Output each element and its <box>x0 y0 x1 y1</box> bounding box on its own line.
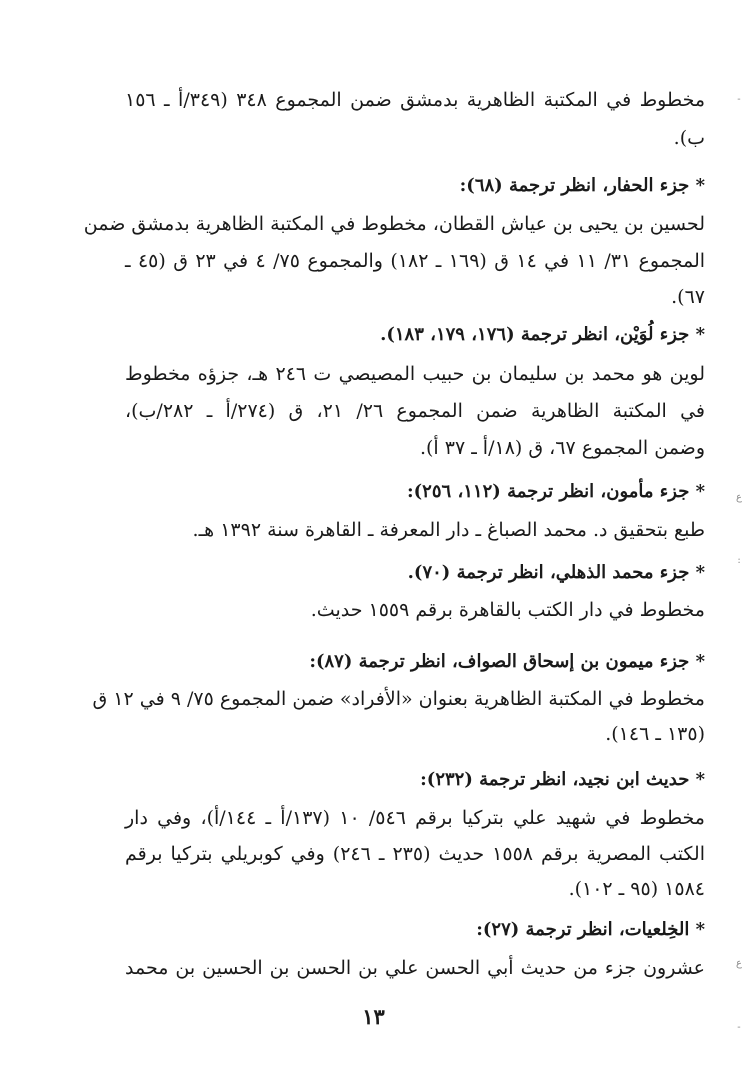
body-line-8: لوين هو محمد بن سليمان بن حبيب المصيصي ت ٢٤٦ هـ، جزؤه مخطوط <box>125 363 705 385</box>
body-line-20: الكتب المصرية برقم ١٥٥٨ حديث (٢٣٥ ـ ٢٤٦) وفي كوبريلي بتركيا برقم <box>125 843 705 865</box>
body-line-9: في المكتبة الظاهرية ضمن المجموع ٢٦/ ٢١، ق (٢٧٤/أ ـ ٢٨٢/ب)، <box>125 400 705 422</box>
body-line-2: ب). <box>673 127 705 149</box>
entry-heading-luwayn: * جزء لُوَيْن، انظر ترجمة (١٧٦، ١٧٩، ١٨٣). <box>380 324 705 345</box>
entry-heading-mamun: * جزء مأمون، انظر ترجمة (١١٢، ٢٥٦): <box>407 481 705 502</box>
body-line-5: المجموع ٣١/ ١١ في ١٤ ق (١٦٩ ـ ١٨٢) والمجموع ٧٥/ ٤ في ٢٣ ق (٤٥ ـ <box>125 250 706 272</box>
body-line-4: لحسين بن يحيى بن عياش القطان، مخطوط في المكتبة الظاهرية بدمشق ضمن <box>83 213 705 235</box>
body-line-14: مخطوط في دار الكتب بالقاهرة برقم ١٥٥٩ حديث. <box>310 599 705 621</box>
margin-mark-1: - <box>737 94 741 105</box>
body-line-21: ١٥٨٤ (٩٥ ـ ١٠٢). <box>568 878 705 900</box>
margin-mark-3: : <box>737 555 741 566</box>
entry-heading-dhuhli: * جزء محمد الذهلي، انظر ترجمة (٧٠). <box>407 562 705 583</box>
body-line-23: عشرون جزء من حديث أبي الحسن علي بن الحسن بن الحسين بن محمد <box>125 957 705 979</box>
entry-heading-ibn-nujayd: * حديث ابن نجيد، انظر ترجمة (٢٣٢): <box>420 769 705 790</box>
body-line-1: مخطوط في المكتبة الظاهرية بدمشق ضمن المجموع ٣٤٨ (٣٤٩/أ ـ ١٥٦ <box>125 89 706 111</box>
page-number: ١٣ <box>362 1004 385 1029</box>
entry-heading-khilaiyat: * الخِلعيات، انظر ترجمة (٢٧): <box>476 919 705 940</box>
margin-mark-4: ع <box>736 958 742 969</box>
entry-heading-hafar: * جزء الحفار، انظر ترجمة (٦٨): <box>459 175 705 196</box>
margin-mark-5: - <box>737 1022 741 1033</box>
body-line-10: وضمن المجموع ٦٧، ق (١٨/أ ـ ٣٧ أ). <box>419 437 705 459</box>
body-line-17: (١٣٥ ـ ١٤٦). <box>605 723 705 745</box>
entry-heading-maymun: * جزء ميمون بن إسحاق الصواف، انظر ترجمة (٨٧): <box>309 651 705 672</box>
body-line-6: ٦٧). <box>671 286 705 308</box>
body-line-12: طبع بتحقيق د. محمد الصباغ ـ دار المعرفة ـ القاهرة سنة ١٣٩٢ هـ. <box>192 519 705 541</box>
body-line-16: مخطوط في المكتبة الظاهرية بعنوان «الأفراد» ضمن المجموع ٧٥/ ٩ في ١٢ ق <box>92 688 705 710</box>
body-line-19: مخطوط في شهيد علي بتركيا برقم ٥٤٦/ ١٠ (١٣٧/أ ـ ١٤٤/أ)، وفي دار <box>125 807 705 829</box>
margin-mark-2: ع <box>736 492 742 503</box>
